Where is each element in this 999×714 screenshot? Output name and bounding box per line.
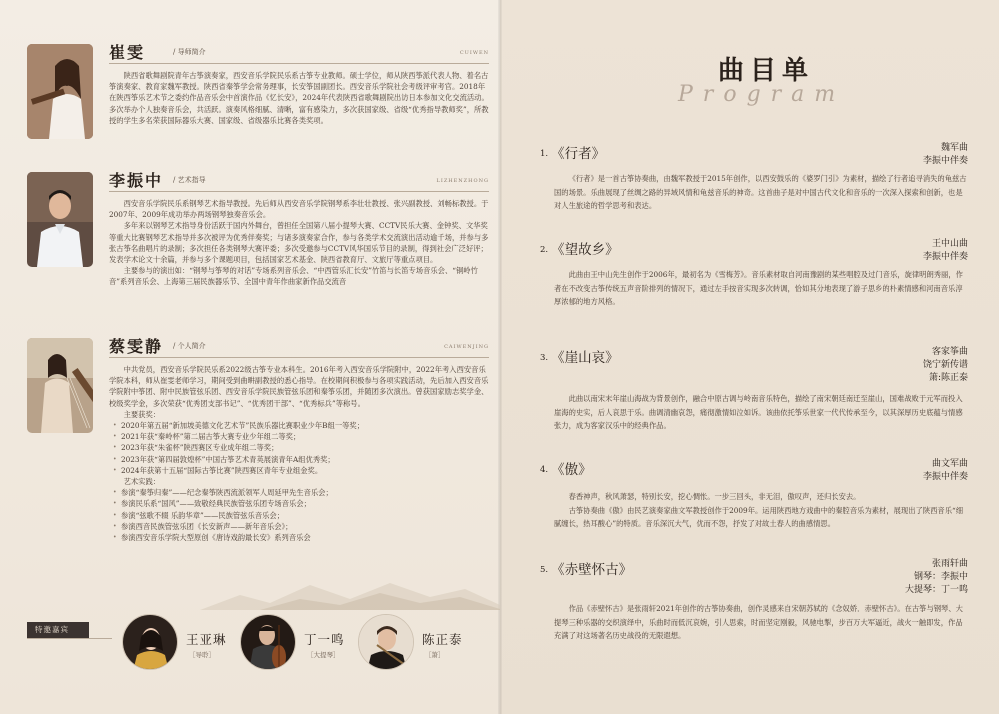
program-item-title — [540, 142, 605, 162]
bio-li-zhen-zhong — [27, 171, 489, 312]
guest-chen-zheng-tai — [358, 614, 478, 674]
bio-subheading: 主要获奖： — [123, 409, 161, 419]
bio-paragraph: 主要参与的演出如：“钢琴与筝琴的对话”专场系列音乐会、“中西管乐汇长安”竹笛与长笛专场音乐会、“铜岭竹音”系列音乐会、上海第三届民族器乐节、全国中青年作曲家新作品交流音 — [109, 266, 478, 287]
guest-avatar — [122, 614, 178, 670]
guest-avatar — [240, 614, 296, 670]
bio-paragraph: 多年来以钢琴艺术指导身份活跃于国内外舞台，曾担任全国第八届小提琴大赛、CCTV民乐大赛、金钟奖、文华奖等重大比赛钢琴艺术指导并多次被评为优秀伴奏奖；与诸多演奏家合作，参与各类学术交流演出活动逾千场，并参与多张古筝名曲唱片的录制；多次担任各类钢琴大赛评委；多次受邀参与CCTV风华国乐节目的录制，得到社会广泛好评；发表学术论文十余篇，并参与多个课题项目，包括国家艺术基金、陕西省教育厅、文旅厅等重点项目。 — [109, 221, 489, 265]
credit-line: 曲文军曲 — [931, 459, 968, 469]
bio-photo-li-zhen-zhong — [27, 172, 93, 267]
bio-header — [109, 172, 489, 192]
guest-name: 王亚琳 — [186, 632, 227, 647]
practice-item: • 参演西音民族管弦乐团《长安新声——新年音乐会》； — [109, 521, 489, 532]
credit-line: 客家筝曲 — [931, 347, 968, 357]
bio-subheading: 艺术实践： — [123, 477, 161, 487]
program-item-name: 《傲》 — [551, 462, 592, 478]
award-item: • 2021年获“秦岭杯”第二届古筝大赛专业少年组二等奖； — [109, 431, 489, 442]
guest-role: ［箫］ — [425, 651, 445, 659]
program-item — [540, 238, 968, 328]
award-item: • 2020年第五届“新加坡美德文化艺术节”民族乐器比赛职业少年B组一等奖； — [109, 420, 489, 431]
credit-line: 钢琴：李振中 — [913, 572, 968, 582]
bio-text — [109, 198, 489, 288]
program-item-description — [554, 490, 968, 531]
program-item-credits — [905, 558, 968, 597]
credit-line: 李振中伴奏 — [922, 252, 968, 262]
credit-line: 饶宁新传谱 — [922, 360, 968, 370]
bio-text — [109, 70, 489, 126]
guest-name: 陈正泰 — [422, 632, 463, 647]
guest-wang-ya-lin — [122, 614, 242, 674]
award-item: • 2023年获“朱雀杯”陕西赛区专业成年组二等奖； — [109, 442, 489, 453]
program-item — [540, 142, 968, 222]
program-item-number: 5. — [540, 565, 549, 575]
program-item-description — [554, 602, 968, 643]
description-paragraph: 春香神声，秋风萧瑟，特别长安，挖心惆怅。一步三回头，非无泪，傲叹声，还归长安去。 — [568, 492, 861, 501]
program-item-credits — [923, 458, 968, 484]
description-paragraph: 古筝协奏曲《傲》由民艺演奏家曲文军教授创作于2009年。运用陕西地方戏曲中的秦腔音乐为素材，展现出了陕西音乐“细腻缠长，热耳酸心”的特质。音乐深沉大气，优而不怨，抒发了对故土春人的曲感情思。 — [554, 505, 964, 528]
credit-line: 李振中伴奏 — [922, 472, 968, 482]
bio-name: 崔雯 — [109, 43, 146, 62]
award-item: • 2023年获“第四届敦煌杯”中国古筝艺术青英展演青年A组优秀奖； — [109, 454, 489, 465]
bio-paragraph: 西安音乐学院民乐系钢琴艺术指导教授。先后师从西安音乐学院钢琴系李壮壮教授、张兴副教授、刘畅标教授。于2007年、2009年成功举办两场钢琴独奏音乐会。 — [109, 199, 489, 220]
bio-photo-cui-wen — [27, 44, 93, 139]
program-item-name: 《行者》 — [551, 146, 606, 162]
credit-line: 魏军曲 — [940, 143, 968, 153]
credit-line: 李振中伴奏 — [922, 156, 968, 166]
program-item — [540, 346, 968, 446]
mountain-landscape-decoration — [200, 565, 500, 610]
program-item-credits — [923, 142, 968, 168]
program-item-credits — [923, 346, 968, 385]
program-script-title: Program — [678, 82, 846, 107]
program-item-description — [554, 172, 968, 213]
credit-line: 箫:陈正泰 — [928, 373, 968, 383]
credit-line: 张雨轩曲 — [931, 559, 968, 569]
guest-avatar — [358, 614, 414, 670]
program-item-name: 《赤壁怀古》 — [551, 562, 633, 578]
guest-role: ［大提琴］ — [307, 651, 340, 659]
bio-header — [109, 44, 489, 64]
program-title: 曲目单 — [718, 56, 815, 86]
practice-item: • 参演“弦歌不辍 乐韵华章”——民族管弦乐音乐会； — [109, 510, 489, 521]
program-item-number: 4. — [540, 465, 549, 475]
guest-name: 丁一鸣 — [304, 632, 345, 647]
program-item-description — [554, 392, 968, 433]
guest-role: ［导聆］ — [189, 651, 215, 659]
bio-text — [109, 364, 489, 543]
credit-line: 大提琴：丁一鸣 — [904, 585, 968, 595]
program-item-title — [540, 346, 619, 366]
program-item-credits — [923, 238, 968, 264]
practice-item: • 参演“秦筝归秦”——纪念秦筝陕西流派领军人周延甲先生音乐会； — [109, 487, 489, 498]
bio-role: / 导师简介 — [173, 48, 206, 56]
program-item — [540, 558, 968, 658]
bio-pinyin: CUIWEN — [459, 50, 489, 56]
practice-item: • 参演西安音乐学院大型原创《唐诗戏韵最长安》系列音乐会 — [109, 532, 489, 543]
program-item — [540, 458, 968, 548]
description-paragraph: 《行者》是一首古筝协奏曲，由魏军教授于2015年创作，以西安鼓乐的《婆罗门引》为素材，描绘了行者追寻消失的龟兹古国的场景。乐曲展现了丝绸之路的异域风情和龟兹音乐的神奇。这首曲子是对中国古代文化和音乐的一次深入探索和创新，也是对人生旅途的哲学思考和表达。 — [554, 174, 967, 210]
program-item-name: 《望故乡》 — [551, 242, 619, 258]
guests-tag: 特邀嘉宾 — [27, 622, 89, 638]
program-item-number: 3. — [540, 353, 549, 363]
guest-ding-yi-ming — [240, 614, 360, 674]
practice-item: • 参演民乐系“国风”——致敬经典民族管弦乐团专场音乐会； — [109, 498, 489, 509]
program-item-description — [554, 268, 968, 309]
bio-photo-cai-wen-jing — [27, 338, 93, 433]
bio-cui-wen — [27, 43, 489, 154]
bio-paragraph: 中共党员，西安音乐学院民乐系2022级古筝专业本科生。2016年考入西安音乐学院附中，2022年考入西安音乐学院本科，师从崔雯老师学习，期间受到曲畊副教授的悉心指导。在校期间积极参与各项实践活动，先后加入西安音乐学院附中筝团、附中民族管弦乐团、西安音乐学院民族管弦乐团和秦筝乐团，并随团多次演出。曾获国家励志奖学金、校级奖学金，多次荣获“优秀团支部书记”、“优秀团干部”、“优秀标兵”等称号。 — [109, 365, 489, 408]
bio-name: 李振中 — [109, 171, 164, 190]
bio-role: / 个人简介 — [173, 342, 206, 350]
guests-divider — [27, 638, 112, 639]
program-item-title — [540, 558, 632, 578]
description-paragraph: 作品《赤壁怀古》是张雨轩2021年创作的古筝协奏曲，创作灵感来自宋朝苏轼的《念奴娇．赤壁怀古》。在古筝与钢琴、大提琴三种乐器的交织演绎中，乐曲时而低沉哀婉，引人思索，时而坚定刚毅，风驰电掣，步百万大军逼近，战火一触即发，作品充满了对这场著名历史战役的无限遐想。 — [554, 604, 963, 640]
bio-role: / 艺术指导 — [173, 176, 206, 184]
bio-name: 蔡雯静 — [109, 337, 164, 356]
award-item: • 2024年获第十五届“国际古筝比赛”陕西赛区青年专业组金奖。 — [109, 465, 489, 476]
bio-pinyin: CAIWENJING — [444, 344, 489, 350]
bio-paragraph: 陕西省歌舞剧院青年古筝演奏家，西安音乐学院民乐系古筝专业教师。硕士学位，师从陕西筝派代表人物、着名古筝演奏家、教育家魏军教授。陕西省秦筝学会常务理事，长安筝国副团长。西安音乐学院社会考级评审考官。2018年在陕西筝乐艺术节之委约作品音乐会中首演作品《忆长安》，2024年代表陕西省歌舞剧院出访日本参加文化交流活动。多次举办个人独奏音乐会，共活跃。演奏风格细腻、清晰，富有感染力，多次获国家级、省级“优秀指导教师奖”，所教授的学生多名荣获国际器乐大赛、国家级、省级器乐比赛各类奖项。 — [109, 71, 489, 125]
program-item-number: 1. — [540, 149, 549, 159]
program-item-title — [540, 238, 619, 258]
description-paragraph: 此曲以南宋末年崖山海战为背景创作，融合中原古调与岭南音乐特色，描绘了南宋朝廷南迁至崖山，国难战败于元军而投入崖海的史实，后人哀思于乐。曲调清幽哀怨，痛彻激情如泣如诉。该曲依托筝乐世家一代代传承至今，以其深厚历史底蕴与情感张力，成为客家汉乐中的经典作品。 — [554, 394, 963, 430]
program-item-title — [540, 458, 592, 478]
program-item-name: 《崖山哀》 — [551, 350, 619, 366]
bio-cai-wen-jing — [27, 337, 489, 573]
description-paragraph: 此曲由王中山先生创作于2006年，最初名为《雪梅芳》。音乐素材取自河南豫剧的某些唱腔及过门音乐，旋律明朗秀丽，作者在不改变古筝传统五声音阶排列的情况下，通过左手按音实现多次转调，恰如其分地表现了游子思乡的朴素情感和河南音乐淳厚浓郁的地方风格。 — [554, 270, 963, 306]
program-item-number: 2. — [540, 245, 549, 255]
bio-pinyin: LIZHENZHONG — [436, 178, 489, 184]
bio-header — [109, 338, 489, 358]
credit-line: 王中山曲 — [931, 239, 968, 249]
